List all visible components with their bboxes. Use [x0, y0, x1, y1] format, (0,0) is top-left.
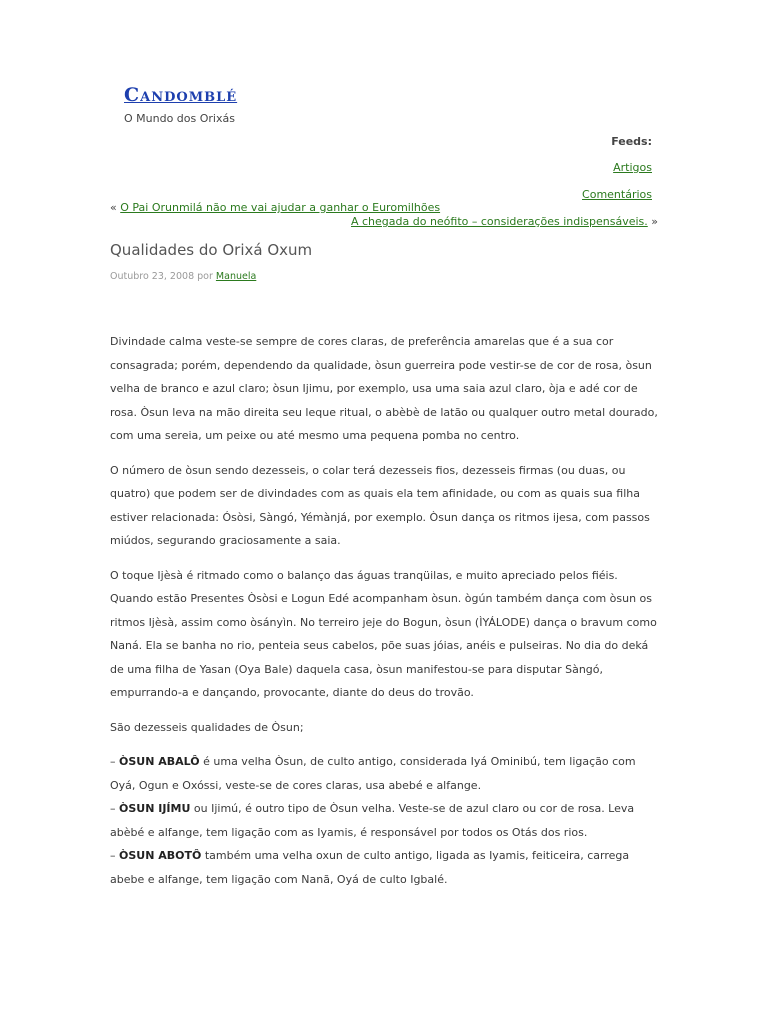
quality-name: ÒSUN ABOTÔ [119, 849, 202, 862]
post-author-link[interactable]: Manuela [215, 271, 257, 282]
post-paragraph: Divindade calma veste-se sempre de cores claras, de preferência amarelas que é a sua cor consagrada; porém, dependendo da qualidade, òsun guerreira pode vestir-se de cor de rosa, òsun velha de branco e azul claro; òsun Ijimu, por exemplo, usa uma saia azul claro, òja e adé cor de rosa. Òsun leva na mão direita seu leque ritual, o abèbè de latão ou qualquer outro metal dourado, com uma sereia, um peixe ou até mesmo uma pequena pomba no centro. [110, 335, 658, 442]
quality-dash: – [110, 849, 119, 862]
quality-item-ijimu [110, 797, 662, 844]
previous-post-nav [110, 201, 440, 214]
post-date: Outubro 23, 2008 [110, 271, 195, 282]
post-meta [110, 271, 256, 282]
quality-item-abalo [110, 750, 662, 797]
post-body [110, 330, 662, 891]
post-paragraph: O toque Ijèsà é ritmado como o balanço das águas tranqüilas, e muito apreciado pelos fiéis. Quando estão Presentes Òsòsi e Logun Edé acompanham òsun. ògún também dança com òsun os ritmos Ijèsà, assim como òsányìn. No terreiro jeje do Bogun, òsun (ÌYÁLODE) dança o bravum como Naná. Ela se banha no rio, penteia seus cabelos, põe suas jóias, anéis e pulseiras. No dia do deká de uma filha de Yasan (Oya Bale) daquela casa, òsun manifestou-se para disputar Sàngó, empurrando-a e dançando, provocante, diante do deus do trovão. [110, 568, 657, 699]
site-tagline: O Mundo dos Orixás [124, 112, 235, 125]
feeds-heading: Feeds: [611, 135, 652, 148]
quality-name: ÒSUN IJÍMU [119, 802, 191, 815]
next-arrow: » [651, 215, 658, 228]
quality-item-aboto [110, 844, 662, 891]
quality-text: também uma velha oxun de culto antigo, ligada as Iyamis, feiticeira, carrega abebe e alfange, tem ligação com Nanã, Oyá de culto Igbalé. [110, 849, 630, 886]
post-by: por [197, 271, 213, 282]
quality-text: é uma velha Òsun, de culto antigo, considerada Iyá Ominibú, tem ligação com Oyá, Ogun e Oxóssi, veste-se de cores claras, usa abebé e alfange. [110, 755, 636, 792]
prev-arrow: « [110, 201, 117, 214]
quality-dash: – [110, 802, 119, 815]
quality-text: ou Ijimú, é outro tipo de Òsun velha. Veste-se de azul claro ou cor de rosa. Leva abèbé e alfange, tem ligação com as Iyamis, é responsável por todos os Otás dos rios. [110, 802, 635, 839]
next-post-link[interactable]: A chegada do neófito – considerações indispensáveis. [350, 215, 648, 228]
feed-link-artigos[interactable]: Artigos [613, 161, 652, 174]
post-paragraph: O número de òsun sendo dezesseis, o colar terá dezesseis fios, dezesseis firmas (ou duas, ou quatro) que podem ser de divindades com as quais ela tem afinidade, ou com as quais sua filha estiver relacionada: Ósòsi, Sàngó, Yémànjá, por exemplo. Òsun dança os ritmos ijesa, com passos miúdos, segurando graciosamente a saia. [110, 463, 650, 547]
site-title-link[interactable]: Candomblé [124, 84, 238, 106]
previous-post-link[interactable]: O Pai Orunmilá não me vai ajudar a ganhar o Euromilhões [120, 201, 441, 214]
post-paragraph: São dezesseis qualidades de Òsun; [110, 720, 304, 734]
post-title: Qualidades do Orixá Oxum [110, 241, 313, 259]
next-post-nav [351, 215, 658, 228]
quality-dash: – [110, 755, 119, 768]
quality-name: ÒSUN ABALÔ [119, 755, 200, 768]
feed-link-comentarios[interactable]: Comentários [582, 188, 652, 201]
